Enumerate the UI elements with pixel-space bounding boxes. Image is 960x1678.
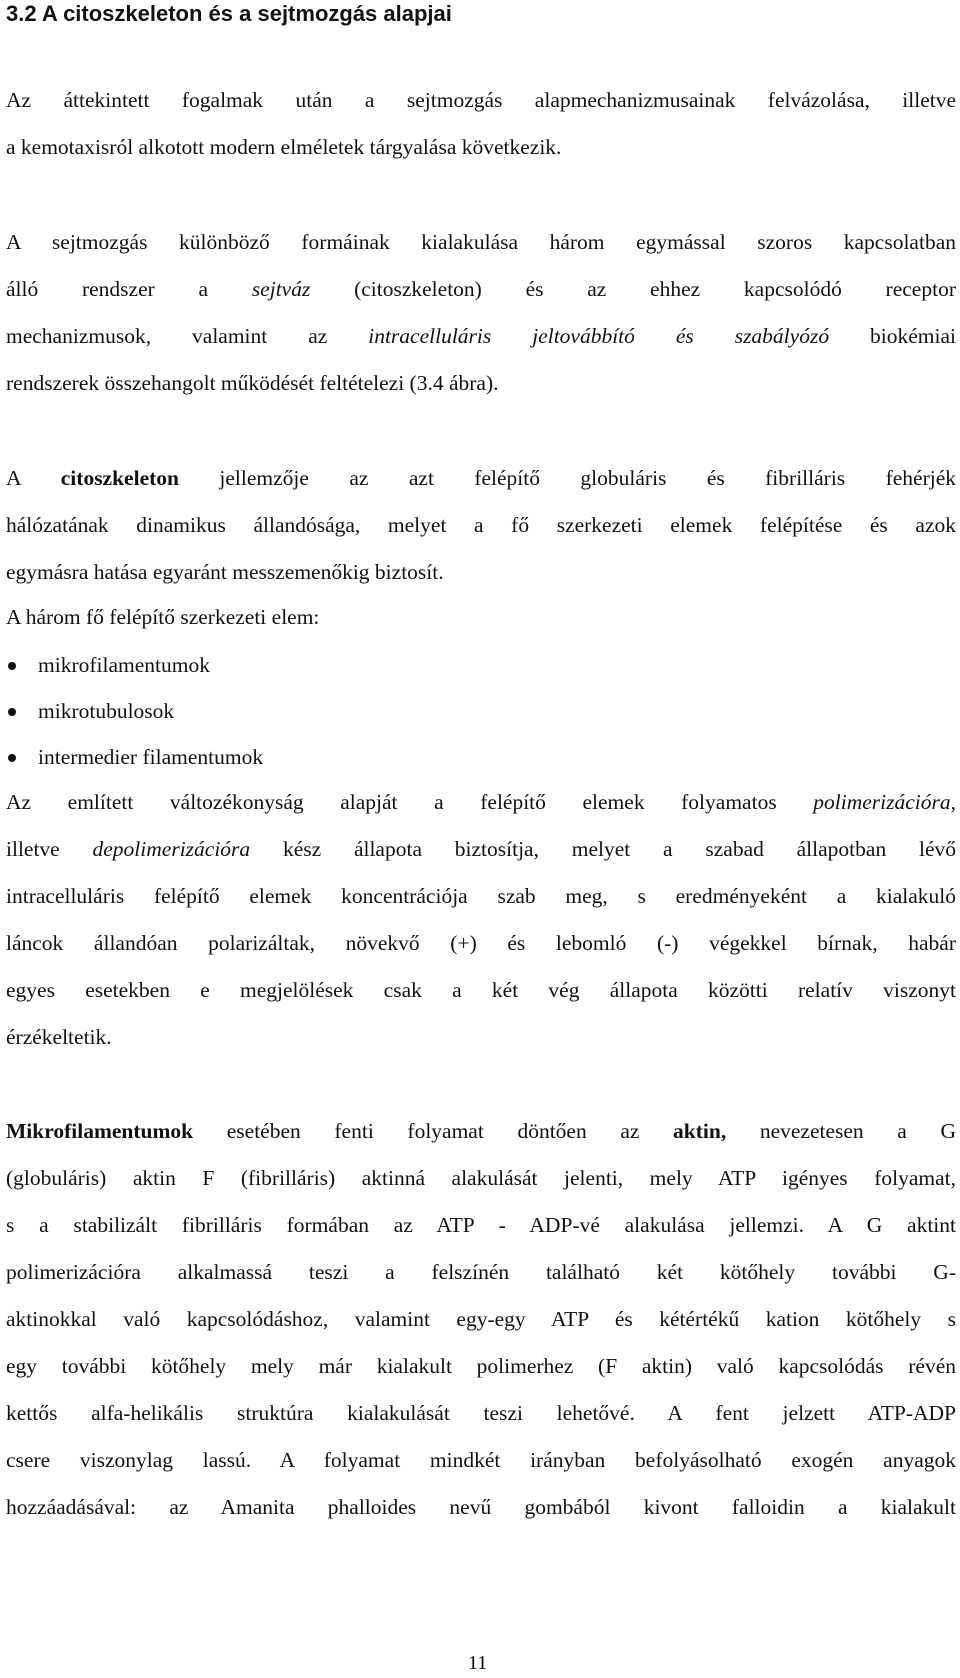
bullet-icon: [8, 662, 16, 670]
term-aktin: aktin,: [673, 1119, 727, 1143]
p5-line-4: polimerizációra alkalmassá teszi a felszínén található két kötőhely további G-: [6, 1260, 956, 1284]
term-sejtvaz: sejtváz: [251, 277, 311, 301]
p4-line-2-c: kész állapota biztosítja, melyet a szabad állapotban lévő: [250, 837, 956, 861]
p5-line-1: [6, 1121, 956, 1143]
p4-line-2-a: illetve: [6, 837, 93, 861]
p2-line-3-c: biokémiai: [829, 324, 956, 348]
term-intracellularis: intracelluláris jeltovábbító és szabályózó: [368, 324, 830, 348]
p4-line-4: láncok állandóan polarizáltak, növekvő (+) és lebomló (-) végekkel bírnak, habár: [6, 931, 956, 955]
term-mikrofilamentumok: Mikrofilamentumok: [6, 1119, 194, 1143]
p4-line-1-c: ,: [950, 790, 956, 814]
p5-line-3: s a stabilizált fibrilláris formában az ATP - ADP-vé alakulása jellemzi. A G aktint: [6, 1213, 956, 1237]
p2-line-2-a: álló rendszer a: [6, 277, 252, 301]
list-item-label: mikrotubulosok: [38, 699, 175, 723]
p1-line-2: a kemotaxisról alkotott modern elméletek tárgyalása következik.: [6, 135, 562, 159]
p3-line-1-c: jellemzője az azt felépítő globuláris és fibrilláris fehérjék: [178, 466, 956, 490]
p5-line-9: hozzáadásával: az Amanita phalloides nevű gombából kivont falloidin a kialakult: [6, 1495, 956, 1519]
p5-line-8: csere viszonylag lassú. A folyamat mindkét irányban befolyásolható exogén anyagok: [6, 1448, 956, 1472]
p3-line-1-a: A: [6, 466, 61, 490]
p4-line-3: intracelluláris felépítő elemek koncentrációja szab meg, s eredményeként a kialakuló: [6, 884, 956, 908]
p4-line-1-a: Az említett változékonyság alapját a felépítő elemek folyamatos: [6, 790, 814, 814]
p1-line-1: Az áttekintett fogalmak után a sejtmozgás alapmechanizmusainak felvázolása, illetve: [6, 88, 956, 112]
p3-line-4: A három fő felépítő szerkezeti elem:: [6, 605, 320, 629]
list-item-label: intermedier filamentumok: [38, 745, 264, 769]
bullet-icon: [8, 754, 16, 762]
p4-line-5: egyes esetekben e megjelölések csak a két vég állapota közötti relatív viszonyt: [6, 978, 956, 1002]
p5-line-6: egy további kötőhely mely már kialakult polimerhez (F aktin) való kapcsolódás révén: [6, 1354, 956, 1378]
p2-line-3: [6, 326, 956, 348]
p4-line-6: érzékeltetik.: [6, 1025, 112, 1049]
p5-line-2: (globuláris) aktin F (fibrilláris) aktinná alakulását jelenti, mely ATP igényes folyamat,: [6, 1166, 956, 1190]
page-number: 11: [468, 1652, 488, 1674]
bullet-icon: [8, 708, 16, 716]
p4-line-1: [6, 792, 956, 814]
p3-line-2: hálózatának dinamikus állandósága, melyet a fő szerkezeti elemek felépítése és azok: [6, 513, 956, 537]
p2-line-2-c: (citoszkeleton) és az ehhez kapcsolódó receptor: [310, 277, 956, 301]
term-depolimerizaciora: depolimerizációra: [92, 837, 251, 861]
list-item-label: mikrofilamentumok: [38, 653, 210, 677]
p5-line-7: kettős alfa-helikális struktúra kialakulását teszi lehetővé. A fent jelzett ATP-ADP: [6, 1401, 956, 1425]
term-polimerizaciora: polimerizációra: [813, 790, 951, 814]
section-heading: 3.2 A citoszkeleton és a sejtmozgás alapjai: [6, 1, 452, 26]
p5-line-1-d: nevezetesen a G: [726, 1119, 956, 1143]
p2-line-1: A sejtmozgás különböző formáinak kialakulása három egymással szoros kapcsolatban: [6, 230, 956, 254]
p2-line-2: [6, 279, 956, 301]
term-citoszkeleton: citoszkeleton: [60, 466, 179, 490]
p3-line-3: egymásra hatása egyaránt messzemenőkig biztosít.: [6, 560, 444, 584]
p2-line-3-a: mechanizmusok, valamint az: [6, 324, 369, 348]
p2-line-4: rendszerek összehangolt működését feltételezi (3.4 ábra).: [6, 371, 499, 395]
p5-line-1-b: esetében fenti folyamat döntően az: [193, 1119, 674, 1143]
p5-line-5: aktinokkal való kapcsolódáshoz, valamint egy-egy ATP és kétértékű kation kötőhely s: [6, 1307, 956, 1331]
p4-line-2: [6, 839, 956, 861]
p3-line-1: [6, 468, 956, 490]
